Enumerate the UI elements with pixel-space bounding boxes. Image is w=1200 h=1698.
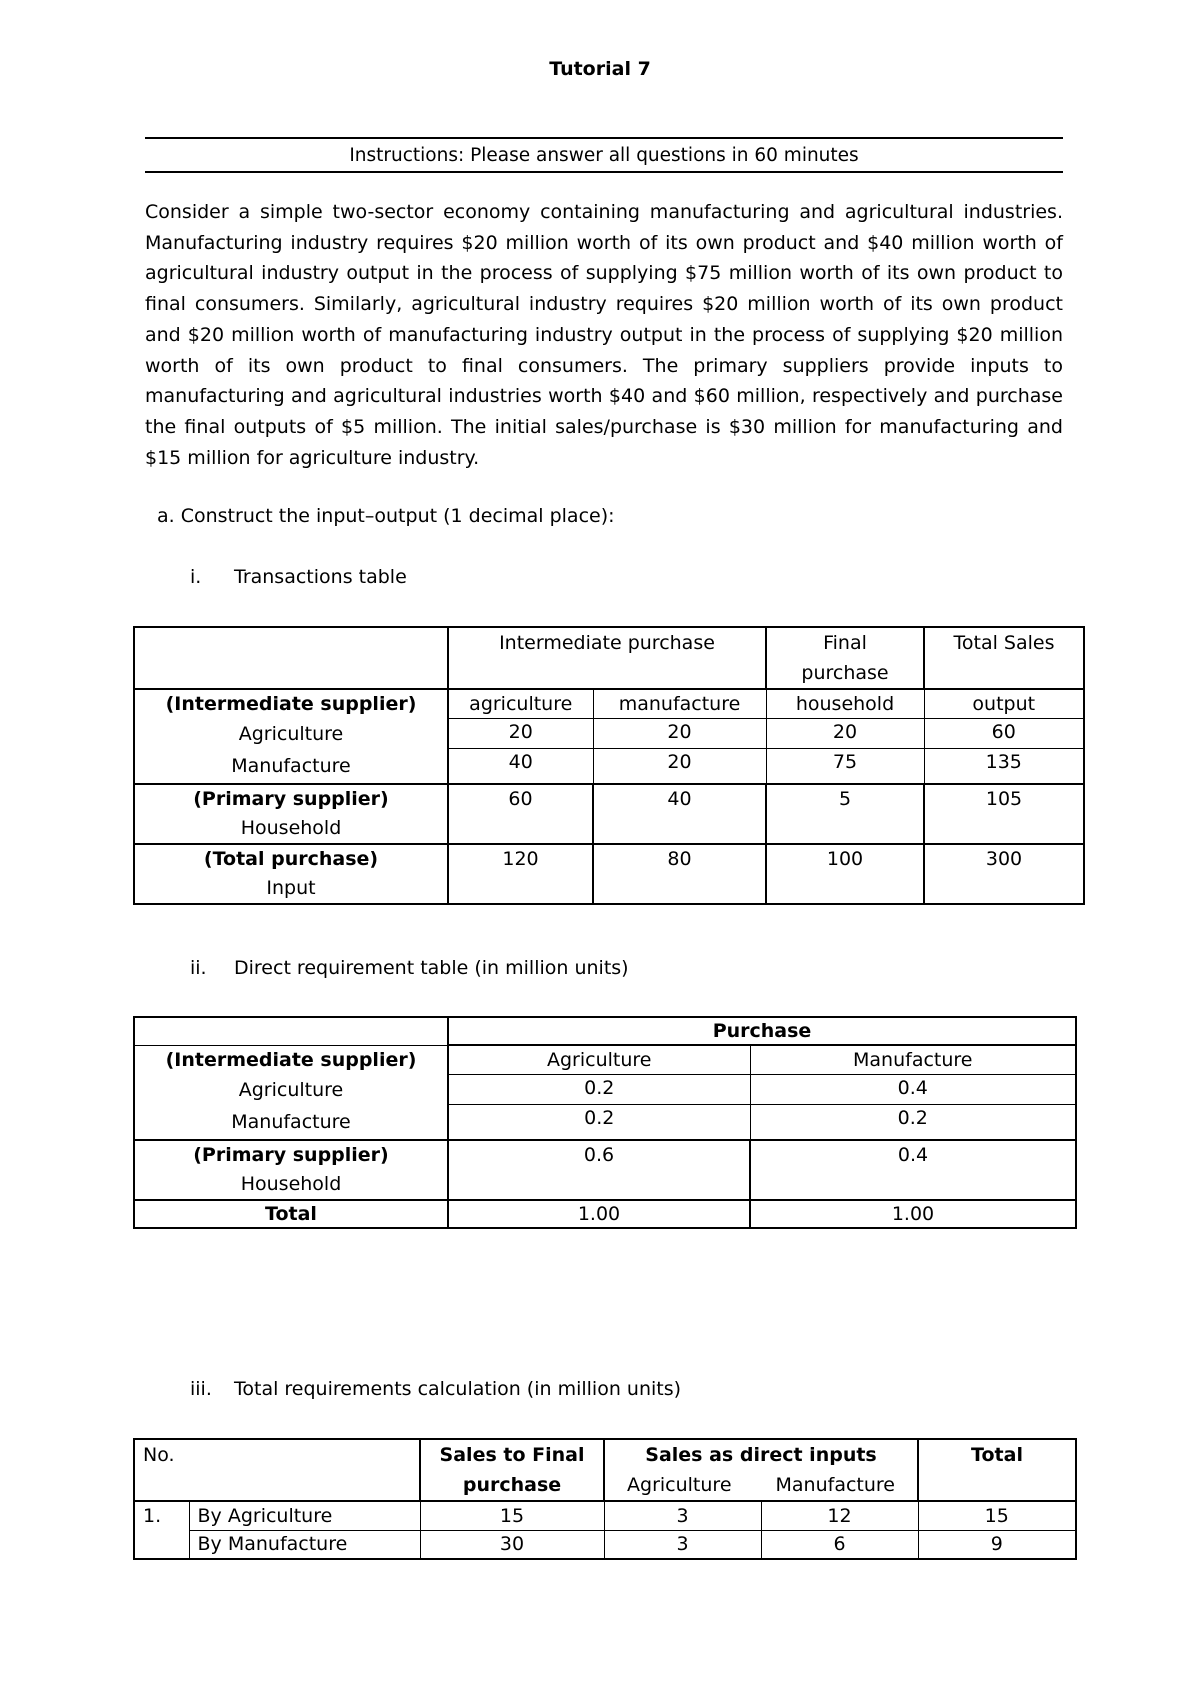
subheader-agriculture: Agriculture bbox=[448, 1045, 750, 1075]
part-ii-number: ii. bbox=[190, 957, 207, 979]
row-label-total: Total bbox=[134, 1200, 448, 1228]
row-label-agriculture: Agriculture bbox=[134, 719, 448, 749]
row-number bbox=[134, 1531, 189, 1560]
question-a: a. Construct the input–output (1 decimal place): bbox=[157, 505, 615, 527]
subheader-agriculture: Agriculture bbox=[627, 1474, 732, 1496]
header-sales-as-direct-inputs-cell bbox=[604, 1439, 918, 1501]
table-row bbox=[134, 784, 1084, 844]
instructions-box bbox=[145, 137, 1063, 173]
table-cell: 80 bbox=[593, 844, 766, 904]
table-row bbox=[134, 1045, 1076, 1075]
table-cell: 20 bbox=[593, 749, 766, 784]
table-cell: 0.2 bbox=[448, 1105, 750, 1140]
header-no: No. bbox=[134, 1439, 420, 1501]
subheader-manufacture: Manufacture bbox=[775, 1474, 895, 1496]
header-sales-to-final-purchase bbox=[420, 1439, 604, 1501]
header-sales-as-direct-inputs: Sales as direct inputs bbox=[645, 1444, 877, 1466]
row-label-input: Input bbox=[266, 876, 316, 899]
transactions-table bbox=[133, 626, 1085, 905]
intermediate-supplier-label: (Intermediate supplier) bbox=[134, 689, 448, 719]
header-intermediate-purchase: Intermediate purchase bbox=[448, 627, 766, 689]
primary-supplier-label: (Primary supplier) bbox=[193, 1143, 389, 1166]
header-final-purchase bbox=[766, 627, 924, 689]
subheader-manufacture: Manufacture bbox=[750, 1045, 1076, 1075]
row-label-agriculture: Agriculture bbox=[134, 1075, 448, 1105]
subheader-manufacture: manufacture bbox=[593, 689, 766, 719]
primary-supplier-cell bbox=[134, 1140, 448, 1200]
direct-requirement-table bbox=[133, 1016, 1077, 1229]
row-label-by-agriculture: By Agriculture bbox=[189, 1501, 420, 1531]
table-cell: 1.00 bbox=[448, 1200, 750, 1228]
table-row bbox=[134, 627, 1084, 689]
part-i-number: i. bbox=[190, 566, 202, 588]
part-iii-label: Total requirements calculation (in million units) bbox=[234, 1378, 682, 1400]
table-row bbox=[134, 1531, 1076, 1560]
table-cell: 6 bbox=[761, 1531, 918, 1560]
header-total-sales: Total Sales bbox=[924, 627, 1084, 689]
table-cell: 0.2 bbox=[750, 1105, 1076, 1140]
table-row bbox=[134, 844, 1084, 904]
table-cell: 20 bbox=[448, 719, 593, 749]
table-cell: 60 bbox=[448, 784, 593, 844]
table-cell: 0.4 bbox=[750, 1140, 1076, 1200]
header-sales-to-final-purchase-text: Sales to Final purchase bbox=[439, 1444, 585, 1496]
table-cell: 20 bbox=[766, 719, 924, 749]
primary-supplier-label: (Primary supplier) bbox=[193, 787, 389, 810]
table-row bbox=[134, 1439, 1076, 1501]
header-total: Total bbox=[918, 1439, 1076, 1501]
table-cell: 20 bbox=[593, 719, 766, 749]
table-cell: 3 bbox=[604, 1531, 761, 1560]
intermediate-supplier-label: (Intermediate supplier) bbox=[134, 1045, 448, 1075]
document-title: Tutorial 7 bbox=[549, 58, 651, 80]
subheader-pair bbox=[605, 1470, 917, 1500]
table-cell: 30 bbox=[420, 1531, 604, 1560]
table-cell: 60 bbox=[924, 719, 1084, 749]
row-label-by-manufacture: By Manufacture bbox=[189, 1531, 420, 1560]
table-row bbox=[134, 689, 1084, 719]
table-cell bbox=[134, 627, 448, 689]
table-cell bbox=[134, 1017, 448, 1045]
table-cell: 0.6 bbox=[448, 1140, 750, 1200]
row-label-manufacture: Manufacture bbox=[134, 749, 448, 784]
table-row bbox=[134, 719, 1084, 749]
subheader-household: household bbox=[766, 689, 924, 719]
table-row bbox=[134, 1200, 1076, 1228]
header-purchase: Purchase bbox=[448, 1017, 1076, 1045]
primary-supplier-cell bbox=[134, 784, 448, 844]
part-iii-number: iii. bbox=[190, 1378, 212, 1400]
part-i-label: Transactions table bbox=[234, 566, 407, 588]
part-i-heading bbox=[190, 566, 407, 588]
part-iii-heading bbox=[190, 1378, 681, 1400]
part-ii-heading bbox=[190, 957, 629, 979]
row-label-household: Household bbox=[240, 1172, 342, 1195]
row-label-household: Household bbox=[240, 816, 342, 839]
table-cell: 135 bbox=[924, 749, 1084, 784]
header-final-purchase-text: Final purchase bbox=[801, 632, 889, 684]
table-cell: 15 bbox=[420, 1501, 604, 1531]
table-cell: 100 bbox=[766, 844, 924, 904]
table-cell: 0.2 bbox=[448, 1075, 750, 1105]
row-number: 1. bbox=[134, 1501, 189, 1531]
table-row bbox=[134, 749, 1084, 784]
table-row bbox=[134, 1140, 1076, 1200]
subheader-agriculture: agriculture bbox=[448, 689, 593, 719]
table-row bbox=[134, 1105, 1076, 1140]
table-cell: 120 bbox=[448, 844, 593, 904]
problem-paragraph: Consider a simple two-sector economy containing manufacturing and agricultural industries. Manufacturing industry requires $20 million worth of its own product and $40 million worth of agricultural industry output in the process of supplying $75 million worth of its own product to final consumers. Similarly, agricultural industry requires $20 million worth of its own product and $20 million worth of manufacturing industry output in the process of supplying $20 million worth of its own product to final consumers. The primary suppliers provide inputs to manufacturing and agricultural industries worth $40 and $60 million, respectively and purchase the final outputs of $5 million. The initial sales/purchase is $30 million for manufacturing and $15 million for agriculture industry. bbox=[145, 201, 1063, 469]
total-requirements-table bbox=[133, 1438, 1077, 1560]
table-row bbox=[134, 1501, 1076, 1531]
instructions-text: Instructions: Please answer all questions in 60 minutes bbox=[349, 144, 859, 166]
table-cell: 9 bbox=[918, 1531, 1076, 1560]
table-cell: 75 bbox=[766, 749, 924, 784]
subheader-output: output bbox=[924, 689, 1084, 719]
table-cell: 1.00 bbox=[750, 1200, 1076, 1228]
table-cell: 3 bbox=[604, 1501, 761, 1531]
part-ii-label: Direct requirement table (in million units) bbox=[234, 957, 629, 979]
table-cell: 300 bbox=[924, 844, 1084, 904]
total-purchase-label: (Total purchase) bbox=[203, 847, 379, 870]
table-cell: 105 bbox=[924, 784, 1084, 844]
table-row bbox=[134, 1075, 1076, 1105]
table-cell: 5 bbox=[766, 784, 924, 844]
table-cell: 40 bbox=[593, 784, 766, 844]
table-row bbox=[134, 1017, 1076, 1045]
table-cell: 15 bbox=[918, 1501, 1076, 1531]
table-cell: 12 bbox=[761, 1501, 918, 1531]
row-label-manufacture: Manufacture bbox=[134, 1105, 448, 1140]
table-cell: 0.4 bbox=[750, 1075, 1076, 1105]
total-purchase-cell bbox=[134, 844, 448, 904]
table-cell: 40 bbox=[448, 749, 593, 784]
